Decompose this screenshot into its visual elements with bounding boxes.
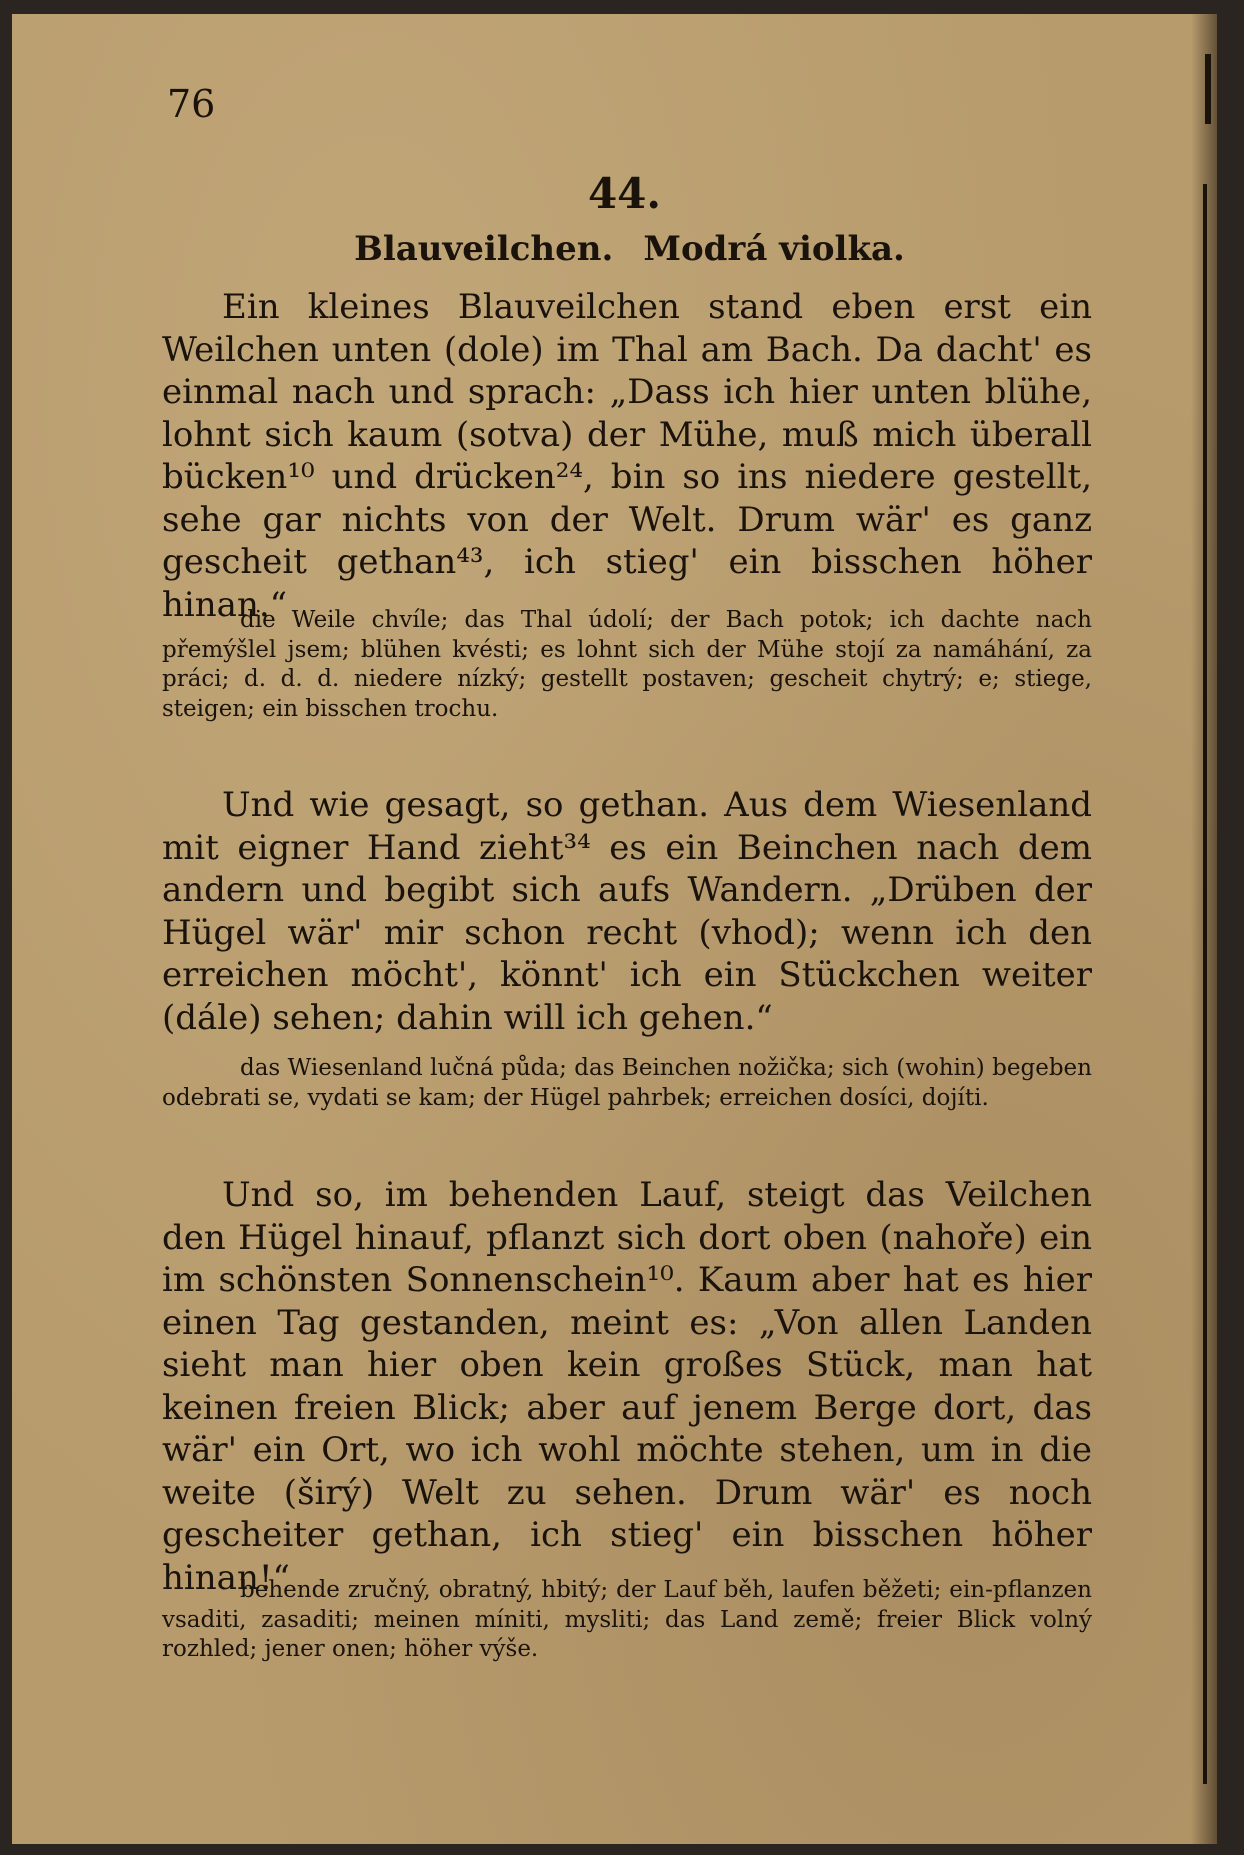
page-number: 76: [167, 82, 216, 126]
edge-mark: [1205, 54, 1211, 124]
book-page: [12, 14, 1217, 1844]
section-title: [12, 229, 1217, 269]
title-german: Blauveilchen.: [354, 229, 614, 269]
edge-line: [1203, 184, 1207, 1784]
section-number: 44.: [587, 169, 662, 218]
paragraph-1: Ein kleines Blauveilchen stand eben erst ein Weilchen unten (dole) im Thal am Bach. Da dacht' es einmal nach und sprach: „Dass ich hier unten blühe, lohnt sich kaum (sotva) der Mühe, muß mich überall bücken¹⁰ und drücken²⁴, bin so ins niedere gestellt, sehe gar nichts von der Welt. Drum wär' es ganz gescheit gethan⁴³, ich stieg' ein bisschen höher hinan.“: [162, 287, 1092, 625]
vocabulary-note-2: das Wiesenland lučná půda; das Beinchen nožička; sich (wohin) begeben odebrati se, vydati se kam; der Hügel pahrbek; erreichen dosíci, dojíti.: [162, 1055, 1092, 1111]
vocabulary-note-3: behende zručný, obratný, hbitý; der Lauf běh, laufen běžeti; ein-pflanzen vsaditi, zasaditi; meinen míniti, mysliti; das Land země; freier Blick volný rozhled; jener onen; höher výše.: [162, 1577, 1092, 1662]
paragraph-3: Und so, im behenden Lauf, steigt das Veilchen den Hügel hinauf, pflanzt sich dort oben (nahoře) ein im schönsten Sonnenschein¹⁰. Kaum aber hat es hier einen Tag gestanden, meint es: „Von allen Landen sieht man hier oben kein großes Stück, man hat keinen freien Blick; aber auf jenem Berge dort, das wär' ein Ort, wo ich wohl möchte stehen, um in die weite (širý) Welt zu sehen. Drum wär' es noch gescheiter gethan, ich stieg' ein bisschen höher hinan!“: [162, 1175, 1092, 1598]
paragraph-2: Und wie gesagt, so gethan. Aus dem Wiesenland mit eigner Hand zieht³⁴ es ein Beinchen nach dem andern und begibt sich aufs Wandern. „Drüben der Hügel wär' mir schon recht (vhod); wenn ich den erreichen möcht', könnt' ich ein Stückchen weiter (dále) sehen; dahin will ich gehen.“: [162, 785, 1092, 1038]
vocabulary-note-1: die Weile chvíle; das Thal údolí; der Bach potok; ich dachte nach přemýšlel jsem; blühen kvésti; es lohnt sich der Mühe stojí za namáhání, za práci; d. d. d. niedere nízký; gestellt postaven; gescheit chytrý; e; stiege, steigen; ein bisschen trochu.: [162, 607, 1092, 722]
title-czech: Modrá violka.: [643, 229, 905, 269]
